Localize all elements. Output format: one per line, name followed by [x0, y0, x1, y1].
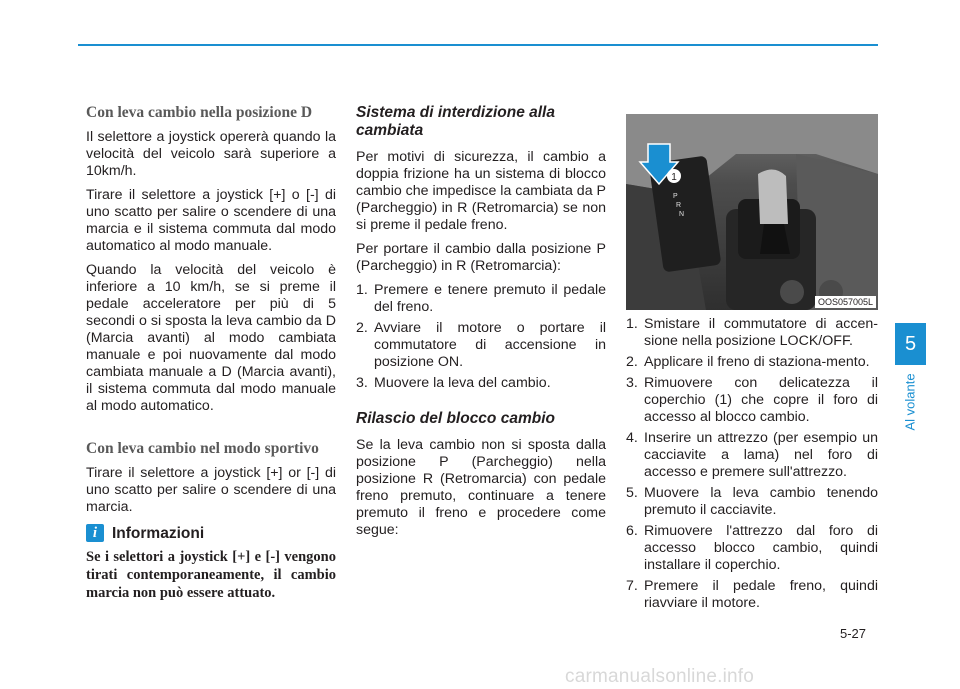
paragraph: Quando la velocità del veicolo è inferiore a 10 km/h, se si preme il pedale acceleratore per più di 5 secondi o si sposta la leva cambio da D (Marcia avanti) al modo cambiata manuale e poi nuovamente dal modo cambiata manuale a D (Marcia avanti), il sistema commuta dal modo manuale al modo automatico.	[86, 262, 336, 414]
paragraph: Tirare il selettore a joystick [+] o [-] di uno scatto per salire o scendere di una marcia e il sistema commuta dal modo automatico al modo manuale.	[86, 187, 336, 254]
list-item: 4. Inserire un attrezzo (per esempio un cacciavite a lama) nel foro di accesso e premere sull'attrezzo.	[626, 430, 878, 480]
column-middle	[356, 104, 606, 546]
section-heading-sport-mode: Con leva cambio nel modo sportivo	[86, 440, 319, 457]
chapter-tab: 5	[895, 323, 926, 365]
info-box-title	[86, 524, 336, 542]
paragraph: Per portare il cambio dalla posizione P (Parcheggio) in R (Retromarcia):	[356, 241, 606, 274]
section-heading-shift-lock: Sistema di interdizione alla cambiata	[356, 104, 555, 139]
column-left	[86, 104, 336, 602]
steps-list	[356, 282, 606, 392]
chapter-title: Al volante	[902, 373, 918, 431]
info-icon: i	[86, 524, 104, 542]
section-heading-shift-lock-release: Rilascio del blocco cambio	[356, 410, 555, 427]
gear-letter: P	[673, 193, 678, 200]
info-body: Se i selettori a joystick [+] e [-] vengono tirati contemporaneamente, il cambio marcia non può essere attuato.	[86, 549, 336, 601]
paragraph: Il selettore a joystick opererà quando la velocità del veicolo sarà superiore a 10km/h.	[86, 129, 336, 179]
gear-letter: R	[676, 202, 682, 209]
info-label: Informazioni	[112, 524, 205, 542]
paragraph: Per motivi di sicurezza, il cambio a doppia frizione ha un sistema di blocco cambio che impedisce la cambiata da P (Parcheggio) in R (Retromarcia) se non si preme il pedale freno.	[356, 149, 606, 233]
list-item: 3. Muovere la leva del cambio.	[356, 375, 551, 391]
gear-shift-photo	[626, 114, 878, 310]
list-item: 3. Rimuovere con delicatezza il coperchio (1) che copre il foro di accesso al blocco cambio.	[626, 375, 878, 425]
steps-list	[626, 316, 878, 612]
column-right	[626, 316, 878, 616]
list-item: 2. Applicare il freno di staziona-mento.	[626, 354, 870, 370]
page-number: 5-27	[840, 626, 867, 641]
paragraph: Tirare il selettore a joystick [+] or [-] di uno scatto per salire o scendere di una marcia.	[86, 465, 336, 515]
list-item: 1. Premere e tenere premuto il pedale del freno.	[356, 282, 606, 315]
top-rule	[78, 44, 878, 46]
list-item: 2. Avviare il motore o portare il commutatore di accensione in posizione ON.	[356, 320, 606, 370]
list-item: 1. Smistare il commutatore di accen-sione nella posizione LOCK/OFF.	[626, 316, 878, 349]
list-item: 5. Muovere la leva cambio tenendo premuto il cacciavite.	[626, 485, 878, 518]
callout-number: 1	[671, 172, 677, 183]
paragraph: Se la leva cambio non si sposta dalla posizione P (Parcheggio) nella posizione R (Retromarcia) con pedale freno premuto, continuare a tenere premuto il freno e procedere come segue:	[356, 437, 606, 538]
image-code: OOS057005L	[815, 296, 876, 308]
section-heading-d-position: Con leva cambio nella posizione D	[86, 104, 313, 121]
console-illustration	[626, 114, 878, 310]
list-item: 7. Premere il pedale freno, quindi riavviare il motore.	[626, 578, 878, 611]
watermark: carmanualsonline.info	[565, 666, 755, 687]
gear-letter: N	[679, 211, 685, 218]
list-item: 6. Rimuovere l'attrezzo dal foro di accesso blocco cambio, quindi installare il coperchio.	[626, 523, 878, 573]
